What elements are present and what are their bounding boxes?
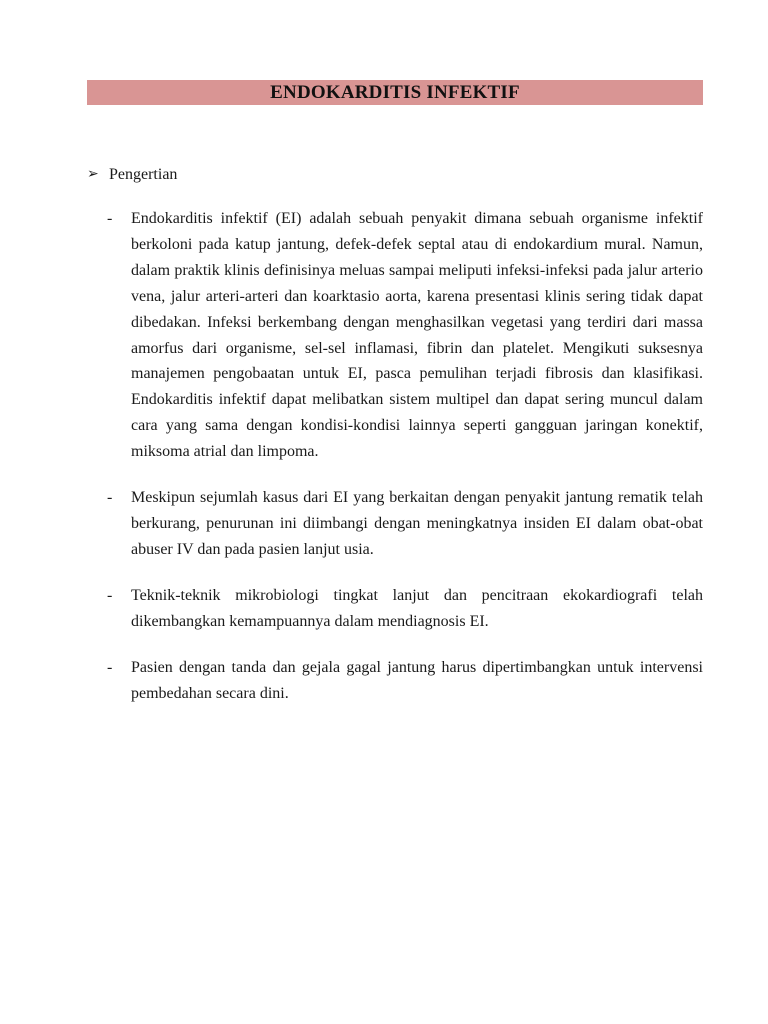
list-item [107,485,703,563]
arrow-bullet-icon: ➢ [87,167,99,182]
list-item-text: Teknik-teknik mikrobiologi tingkat lanjut dan pencitraan ekokardiografi telah dikembangkan kemampuannya dalam mendiagnosis EI. [131,586,703,630]
section-heading-label: Pengertian [109,166,178,183]
section-heading [87,165,177,185]
list-item [107,655,703,707]
document-title: ENDOKARDITIS INFEKTIF [270,82,520,103]
list-item [107,206,703,465]
list-item [107,583,703,635]
list-item-text: Meskipun sejumlah kasus dari EI yang berkaitan dengan penyakit jantung rematik telah berkurang, penurunan ini diimbangi dengan meningkatnya insiden EI dalam obat-obat abuser IV dan pada pasien lanjut usia. [131,489,703,558]
list-item-text: Pasien dengan tanda dan gejala gagal jantung harus dipertimbangkan untuk intervensi pembedahan secara dini. [131,658,703,702]
list-item-text: Endokarditis infektif (EI) adalah sebuah penyakit dimana sebuah organisme infektif berkoloni pada katup jantung, defek-defek septal atau di endokardium mural. Namun, dalam praktik klinis definisinya meluas sampai meliputi infeksi-infeksi pada jalur arterio vena, jalur arteri-arteri dan koarktasio aorta, karena presentasi klinis sering tidak dapat dibedakan. Infeksi berkembang dengan menghasilkan vegetasi yang terdiri dari massa amorfus dari organisme, sel-sel inflamasi, fibrin dan platelet. Mengikuti suksesnya manajemen pengobaatan untuk EI, pasca pemulihan terjadi fibrosis dan klasifikasi. Endokarditis infektif dapat melibatkan sistem multipel dan dapat sering muncul dalam cara yang sama dengan kondisi-kondisi lainnya seperti gangguan jaringan konektif, miksoma atrial dan limpoma. [131,210,703,461]
dash-marker: - [107,586,113,604]
dash-marker: - [107,489,113,507]
dash-marker: - [107,210,113,227]
title-banner [87,80,703,105]
definition-list [107,206,703,726]
dash-marker: - [107,658,113,676]
